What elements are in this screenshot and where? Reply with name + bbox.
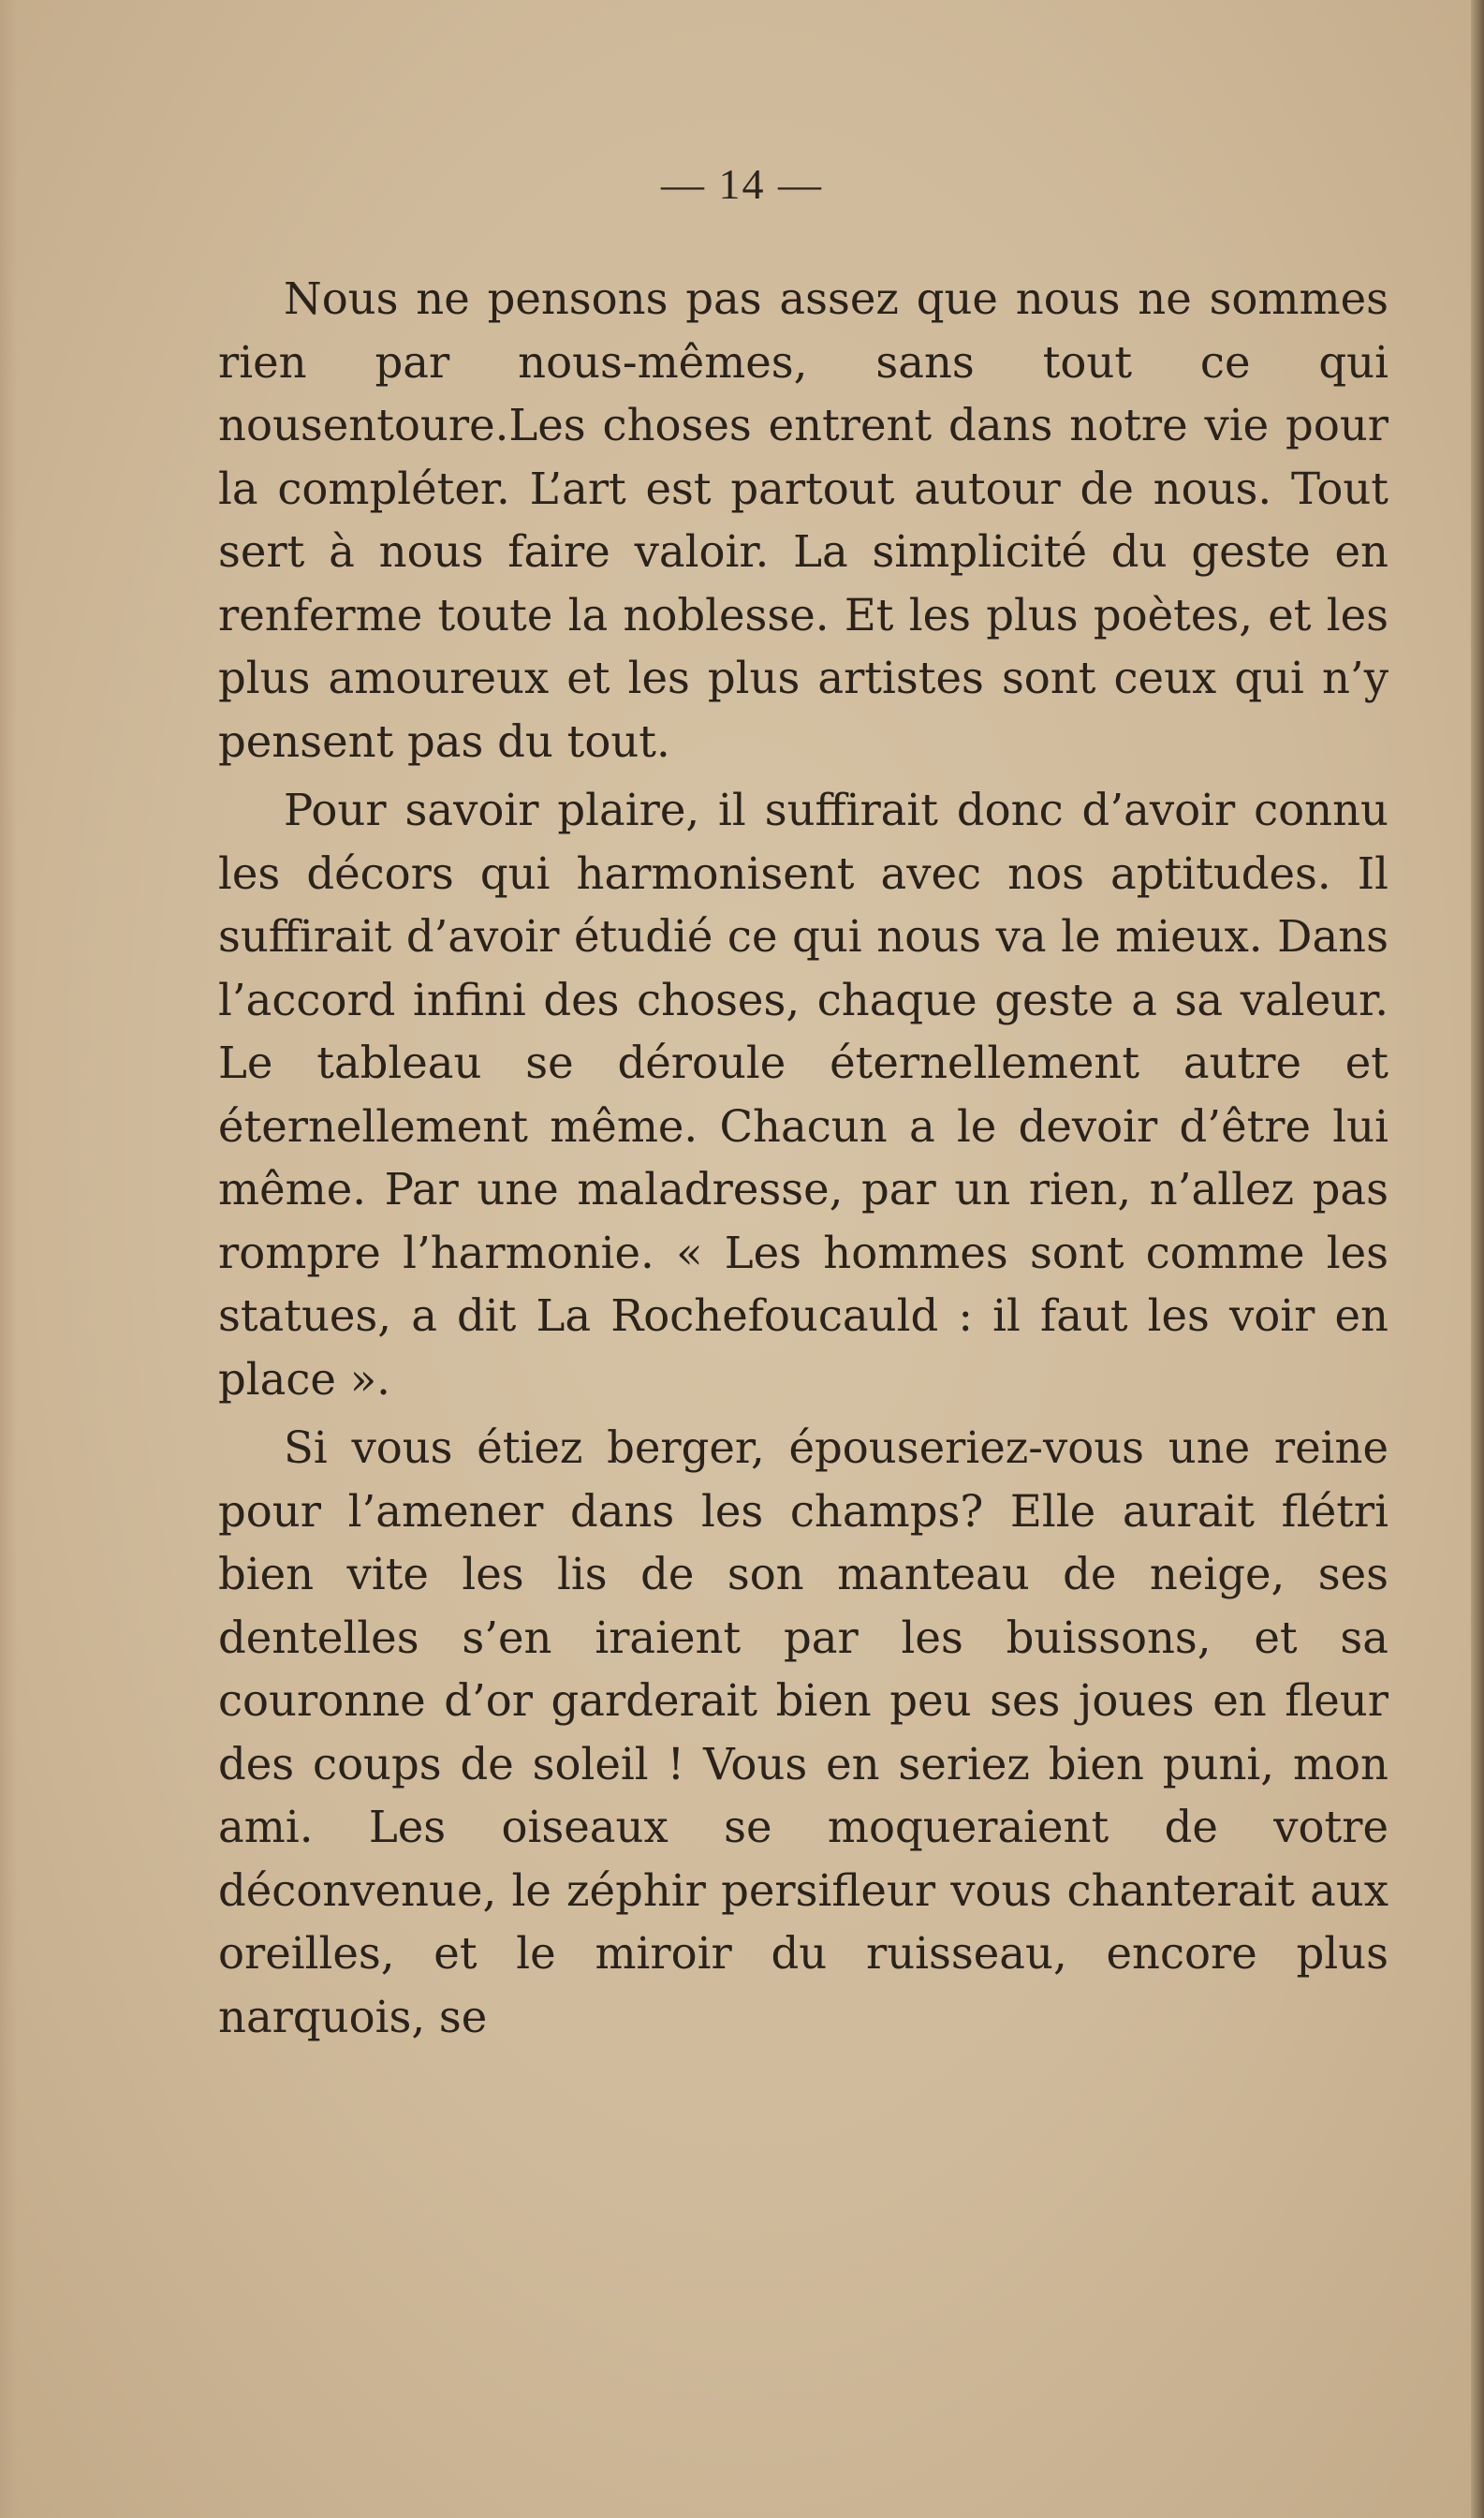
- paragraph-2: Pour savoir plaire, il suffirait donc d’avoir connu les décors qui harmonisent avec nos aptitudes. Il suffirait d’avoir étudié ce qui nous va le mieux. Dans l’accord infini des choses, chaque geste a sa valeur. Le tableau se déroule éternellement autre et éternellement même. Chacun a le devoir d’être lui même. Par une maladresse, par un rien, n’allez pas rompre l’harmonie. « Les hommes sont comme les statues, a dit La Rochefoucauld : il faut les voir en place ».: [218, 785, 1388, 1405]
- paragraph-3: Si vous étiez berger, épouseriez-vous une reine pour l’amener dans les champs? Elle aurait flétri bien vite les lis de son manteau de neige, ses dentelles s’en iraient par les buissons, et sa couronne d’or garderait bien peu ses joues en fleur des coups de soleil ! Vous en seriez bien puni, mon ami. Les oiseaux se moqueraient de votre déconvenue, le zéphir persifleur vous chanterait aux oreilles, et le miroir du ruisseau, encore plus narquois, se: [218, 1422, 1388, 2042]
- page-left-shading: [0, 0, 17, 2518]
- page-text: [218, 268, 1388, 2054]
- page-number: — 14 —: [661, 160, 823, 208]
- paragraph-1: Nous ne pensons pas assez que nous ne sommes rien par nous-mêmes, sans tout ce qui nousentoure.Les choses entrent dans notre vie pour la compléter. L’art est partout autour de nous. Tout sert à nous faire valoir. La simplicité du geste en renferme toute la noblesse. Et les plus poètes, et les plus amoureux et les plus artistes sont ceux qui n’y pensent pas du tout.: [218, 273, 1388, 767]
- page-right-edge: [1471, 0, 1484, 2518]
